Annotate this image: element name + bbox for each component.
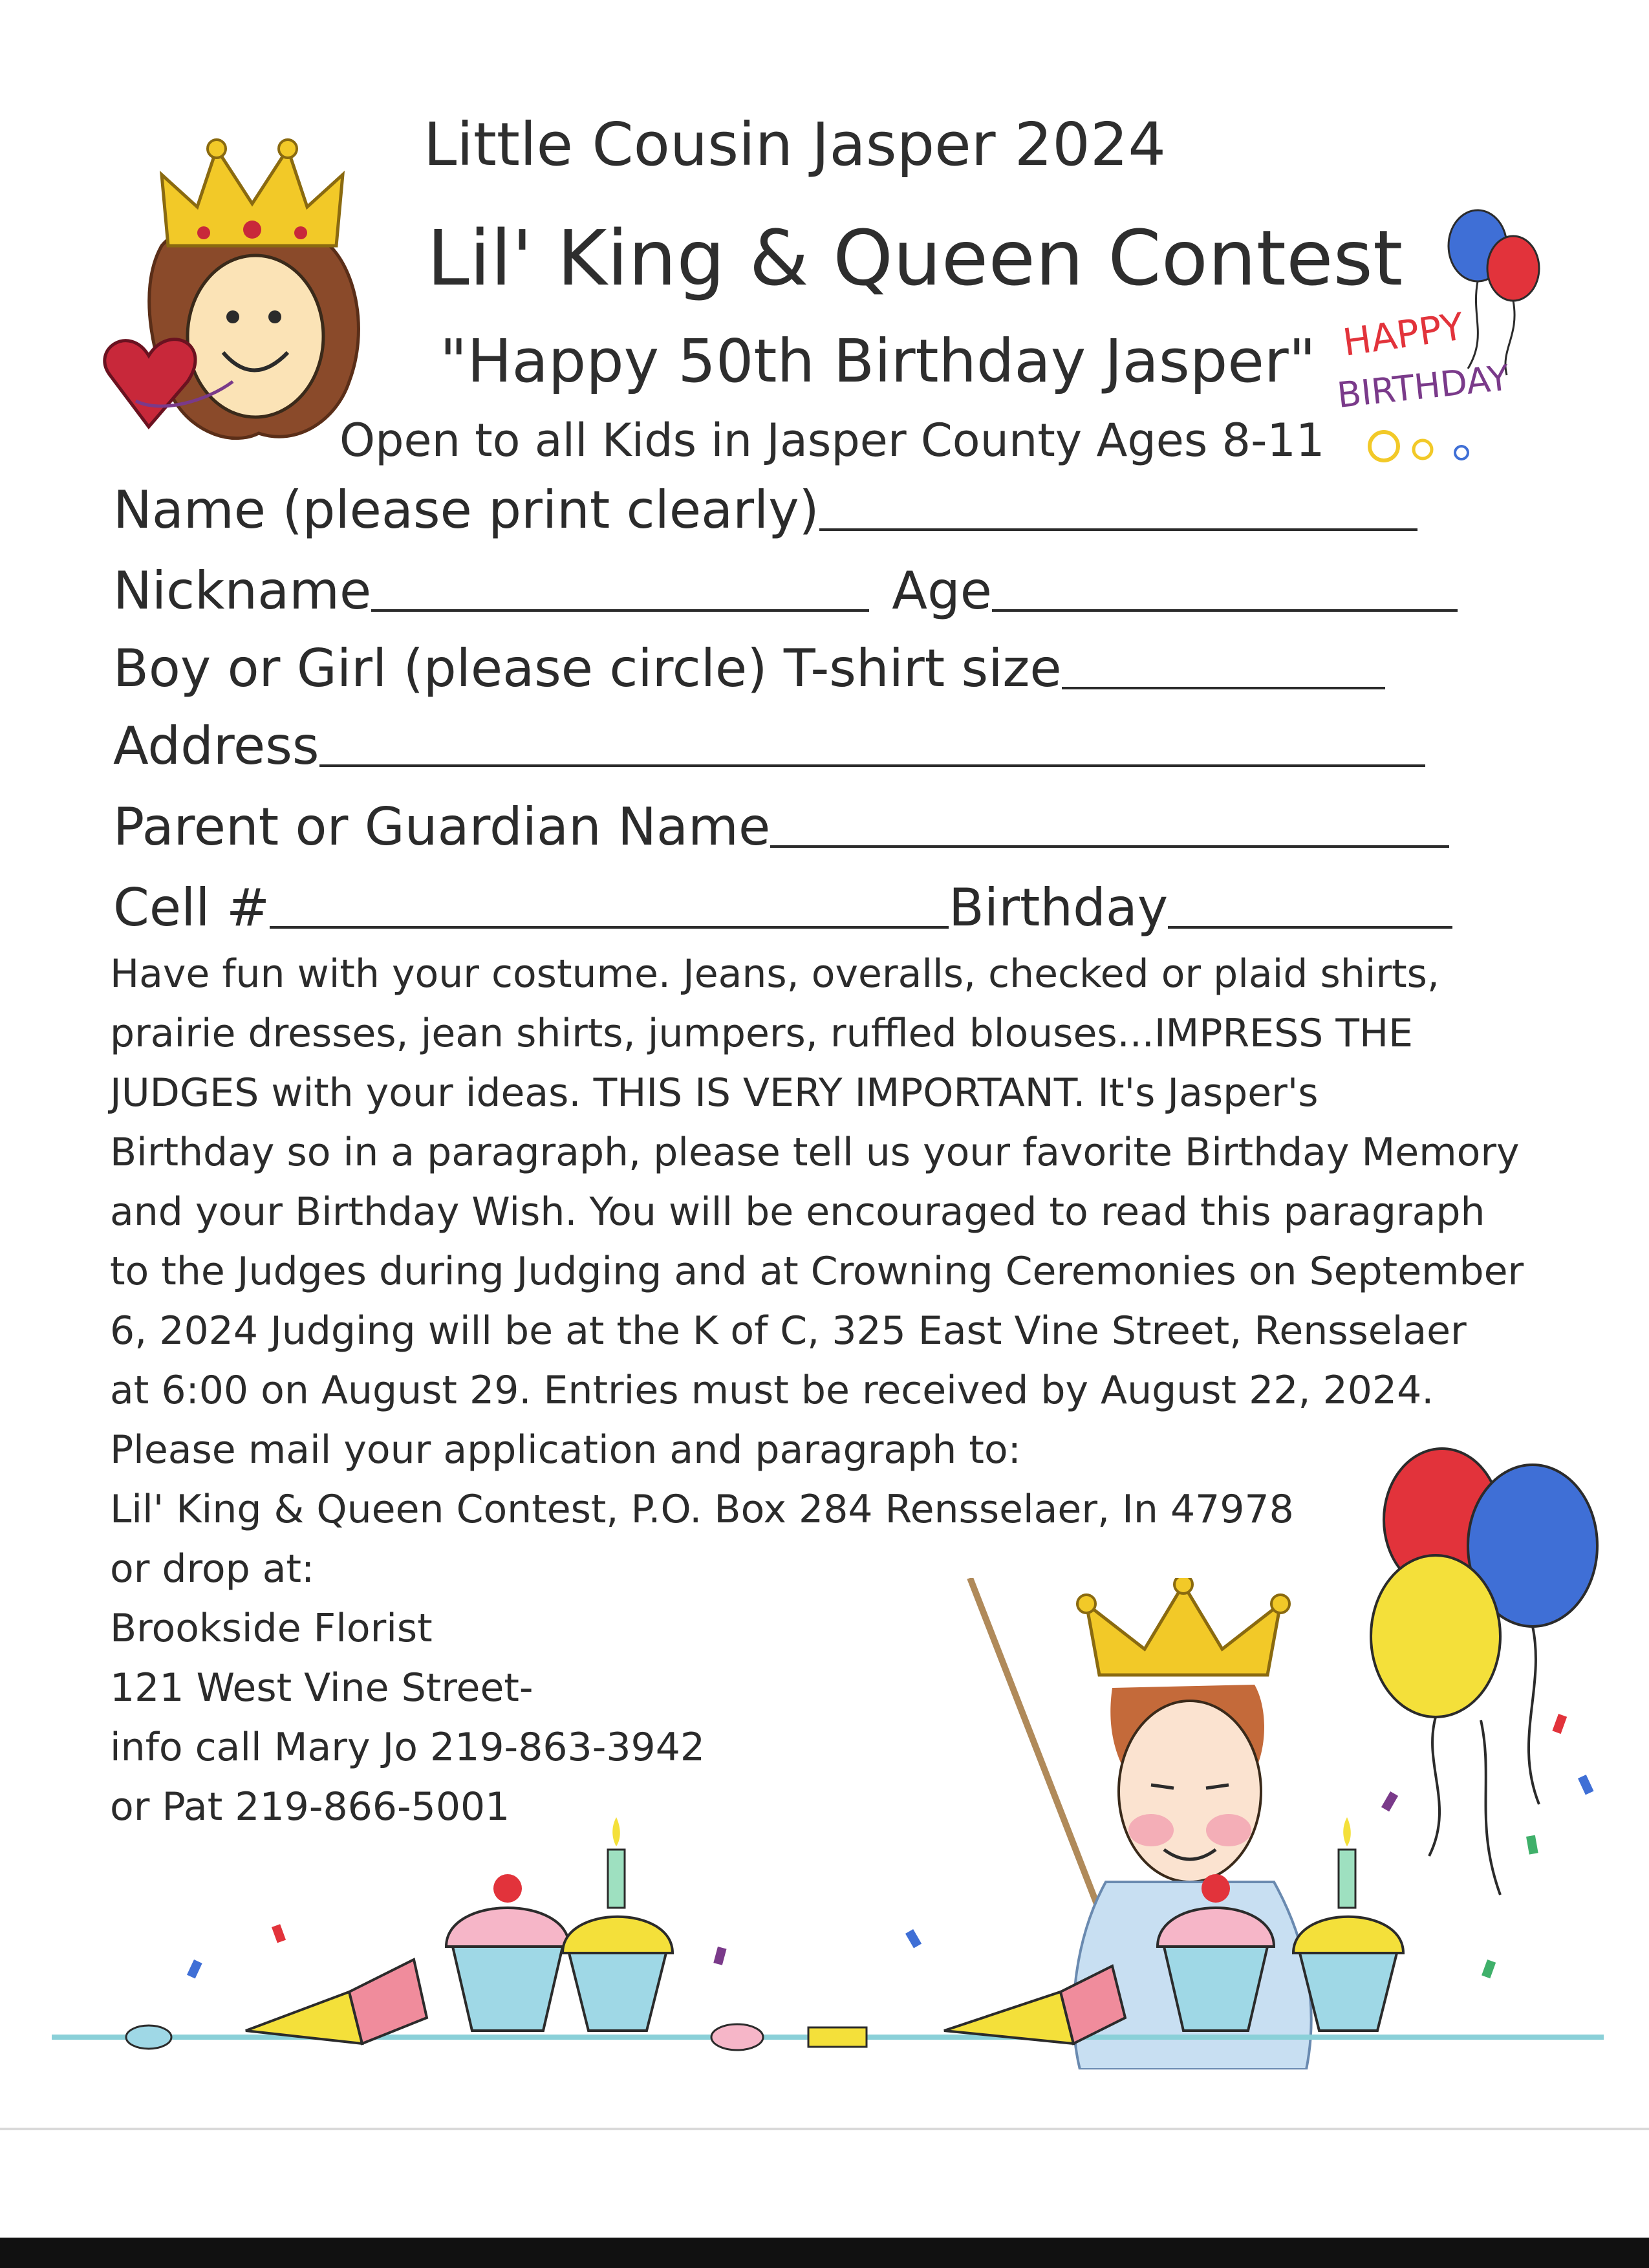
birthday-text: BIRTHDAY — [1335, 357, 1511, 416]
address-input-line[interactable] — [319, 764, 1425, 767]
name-label: Name (please print clearly) — [113, 480, 819, 540]
contact-line-pat: or Pat 219-866-5001 — [110, 1784, 510, 1830]
mailing-address-line: Lil' King & Queen Contest, P.O. Box 284 Rensselaer, In 47978 — [110, 1487, 1294, 1532]
happy-text: HAPPY — [1340, 304, 1467, 365]
mail-instructions-line: Please mail your application and paragraph to: — [110, 1427, 1021, 1473]
drop-off-street-line: 121 West Vine Street- — [110, 1665, 534, 1711]
name-input-line[interactable] — [819, 528, 1417, 531]
name-field-row — [113, 475, 1417, 540]
paragraph-line: Birthday so in a paragraph, please tell us your favorite Birthday Memory — [110, 1130, 1520, 1175]
parent-label: Parent or Guardian Name — [113, 797, 771, 857]
paragraph-line: 6, 2024 Judging will be at the K of C, 325 East Vine Street, Rensselaer — [110, 1308, 1467, 1354]
nickname-age-row — [113, 556, 1458, 621]
cell-birthday-row — [113, 873, 1452, 938]
nickname-label: Nickname — [113, 561, 372, 621]
gender-tshirt-row — [113, 634, 1385, 698]
parent-row — [113, 792, 1449, 857]
paragraph-line: JUDGES with your ideas. THIS IS VERY IMPORTANT. It's Jasper's — [110, 1070, 1319, 1116]
age-input-line[interactable] — [992, 609, 1458, 612]
gender-tshirt-label: Boy or Girl (please circle) T-shirt size — [113, 638, 1062, 698]
tshirt-size-input-line[interactable] — [1062, 687, 1385, 689]
parent-input-line[interactable] — [770, 845, 1449, 848]
birthday-input-line[interactable] — [1168, 926, 1452, 929]
paragraph-line: prairie dresses, jean shirts, jumpers, ruffled blouses...IMPRESS THE — [110, 1011, 1414, 1056]
birthday-label: Birthday — [949, 878, 1169, 938]
age-label: Age — [892, 561, 992, 621]
scan-border-strip — [0, 2238, 1649, 2268]
cell-input-line[interactable] — [270, 926, 949, 929]
party-border-illustration — [52, 1798, 1617, 2076]
queen-illustration — [84, 97, 407, 459]
paragraph-line: at 6:00 on August 29. Entries must be received by August 22, 2024. — [110, 1368, 1434, 1413]
flyer-subtitle: "Happy 50th Birthday Jasper" — [440, 327, 1316, 396]
flyer-title-line-2: Lil' King & Queen Contest — [427, 213, 1403, 303]
cell-label: Cell # — [113, 878, 270, 938]
paragraph-line: and your Birthday Wish. You will be encouraged to read this paragraph — [110, 1189, 1485, 1235]
birthday-balloons-decoration — [1332, 207, 1558, 479]
page-bottom-edge — [0, 2128, 1649, 2130]
contact-line-mary-jo: info call Mary Jo 219-863-3942 — [110, 1725, 706, 1770]
address-row — [113, 711, 1425, 776]
drop-off-line: or drop at: — [110, 1546, 315, 1592]
paragraph-line: to the Judges during Judging and at Crowning Ceremonies on September — [110, 1249, 1524, 1294]
nickname-input-line[interactable] — [371, 609, 869, 612]
address-label: Address — [113, 716, 319, 776]
paragraph-line: Have fun with your costume. Jeans, overalls, checked or plaid shirts, — [110, 951, 1439, 997]
drop-off-business-line: Brookside Florist — [110, 1606, 433, 1651]
flyer-title-line-1: Little Cousin Jasper 2024 — [424, 110, 1166, 179]
eligibility-line: Open to all Kids in Jasper County Ages 8-11 — [339, 414, 1325, 467]
